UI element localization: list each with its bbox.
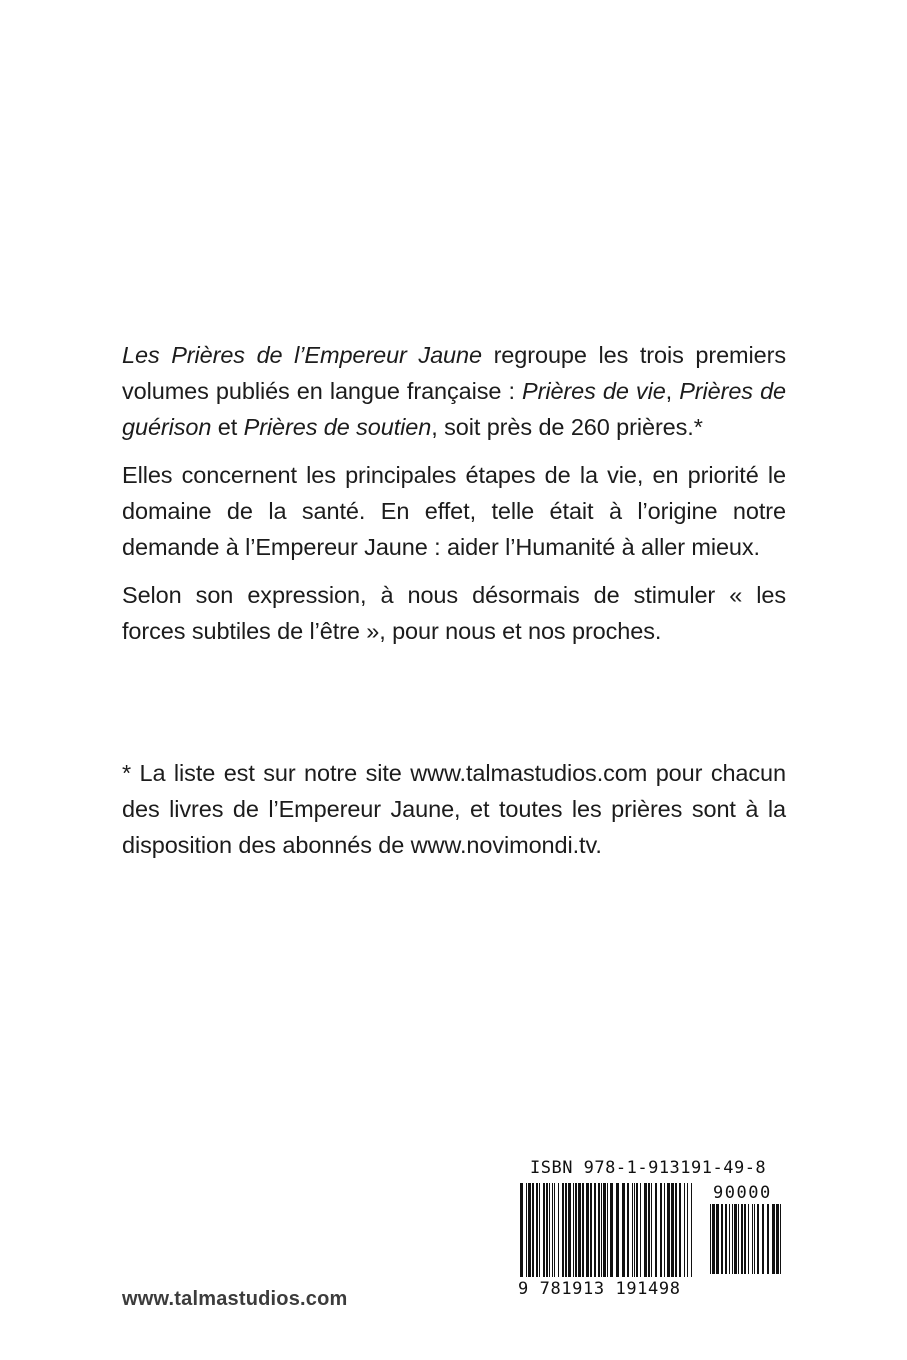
barcode-bar	[757, 1204, 759, 1274]
barcode-bar	[754, 1204, 755, 1274]
barcode-bar	[748, 1204, 749, 1274]
footnote	[122, 755, 786, 875]
barcode-bar	[565, 1183, 567, 1277]
isbn-barcode	[518, 1158, 790, 1308]
isbn-label: ISBN 978-1-913191-49-8	[530, 1158, 767, 1178]
barcode-bar	[776, 1204, 779, 1274]
barcode-bar	[532, 1183, 534, 1277]
price-code: 90000	[713, 1183, 772, 1203]
volume-title-3: Prières de soutien	[243, 414, 432, 440]
barcode-bar	[675, 1183, 677, 1277]
barcode-bar	[651, 1183, 652, 1277]
barcode-bar	[539, 1183, 540, 1277]
barcode-bar	[660, 1183, 662, 1277]
barcode-bar	[721, 1204, 723, 1274]
barcode-bar	[741, 1204, 743, 1274]
barcode-bar	[568, 1183, 571, 1277]
barcode-bar	[732, 1204, 733, 1274]
barcode-bar	[622, 1183, 625, 1277]
barcode-bar	[552, 1183, 553, 1277]
barcode-bar	[582, 1183, 584, 1277]
barcode-bar	[644, 1183, 647, 1277]
addon-barcode-bars	[708, 1204, 786, 1276]
barcode-bar	[752, 1204, 753, 1274]
ean-digits: 9 781913 191498	[518, 1279, 681, 1299]
blurb-paragraph-1: Les Prières de l’Empereur Jaune regroupe les trois premiers volumes publiés en langue française : Prières de vie, Prières de guérison et Prières de soutien, soit près de 260 prières.*	[122, 342, 787, 440]
barcode-bar	[687, 1183, 688, 1277]
barcode-bar	[684, 1183, 685, 1277]
barcode-bar	[772, 1204, 775, 1274]
barcode-bar	[762, 1204, 764, 1274]
barcode-bar	[526, 1183, 527, 1277]
barcode-bar	[632, 1183, 633, 1277]
barcode-bar	[712, 1204, 715, 1274]
barcode-bar	[562, 1183, 564, 1277]
barcode-bar	[671, 1183, 674, 1277]
barcode-bar	[536, 1183, 538, 1277]
barcode-bar	[729, 1204, 730, 1274]
barcode-bar	[528, 1183, 531, 1277]
barcode-bar	[636, 1183, 638, 1277]
barcode-bar	[601, 1183, 602, 1277]
blurb-paragraph-3: Selon son expression, à nous désormais de stimuler « les forces subtiles de l’être », pour nous et nos proches.	[122, 582, 786, 644]
barcode-bar	[691, 1183, 692, 1277]
barcode-bar	[594, 1183, 596, 1277]
blurb-text	[122, 337, 786, 661]
barcode-bar	[586, 1183, 589, 1277]
barcode-bar	[655, 1183, 657, 1277]
blurb-paragraph-2: Elles concernent les principales étapes de la vie, en priorité le domaine de la santé. En effet, telle était à l’origine notre demande à l’Empereur Jaune : aider l’Humanité à aller mieux.	[122, 462, 786, 560]
barcode-bar	[558, 1183, 559, 1277]
barcode-bar	[640, 1183, 641, 1277]
barcode-bar	[573, 1183, 574, 1277]
barcode-bar	[607, 1183, 608, 1277]
barcode-bar	[578, 1183, 581, 1277]
barcode-bar	[610, 1183, 613, 1277]
barcode-bar	[520, 1183, 523, 1277]
barcode-bar	[590, 1183, 592, 1277]
ean-barcode-bars	[518, 1183, 700, 1279]
barcode-bar	[667, 1183, 670, 1277]
publisher-website: www.talmastudios.com	[122, 1288, 348, 1310]
barcode-bar	[543, 1183, 545, 1277]
volume-title-2: Prières de guérison	[122, 378, 787, 440]
barcode-bar	[648, 1183, 650, 1277]
barcode-bar	[780, 1204, 781, 1274]
barcode-bar	[767, 1204, 769, 1274]
volume-title-1: Prières de vie	[522, 378, 666, 404]
barcode-bar	[603, 1183, 606, 1277]
barcode-bar	[710, 1204, 711, 1274]
barcode-bar	[598, 1183, 600, 1277]
barcode-bar	[664, 1183, 665, 1277]
barcode-bar	[554, 1183, 555, 1277]
barcode-bar	[738, 1204, 739, 1274]
barcode-bar	[716, 1204, 719, 1274]
barcode-bar	[744, 1204, 746, 1274]
barcode-bar	[546, 1183, 548, 1277]
footnote-text: * La liste est sur notre site www.talmastudios.com pour chacun des livres de l’Empereur Jaune, et toutes les prières sont à la disposition des abonnés de www.novimondi.tv.	[122, 760, 786, 858]
barcode-bar	[679, 1183, 681, 1277]
barcode-bar	[575, 1183, 577, 1277]
barcode-bar	[616, 1183, 619, 1277]
barcode-bar	[549, 1183, 550, 1277]
barcode-bar	[627, 1183, 629, 1277]
barcode-bar	[634, 1183, 635, 1277]
barcode-bar	[734, 1204, 737, 1274]
barcode-bar	[725, 1204, 727, 1274]
book-title: Les Prières de l’Empereur Jaune	[122, 342, 482, 368]
